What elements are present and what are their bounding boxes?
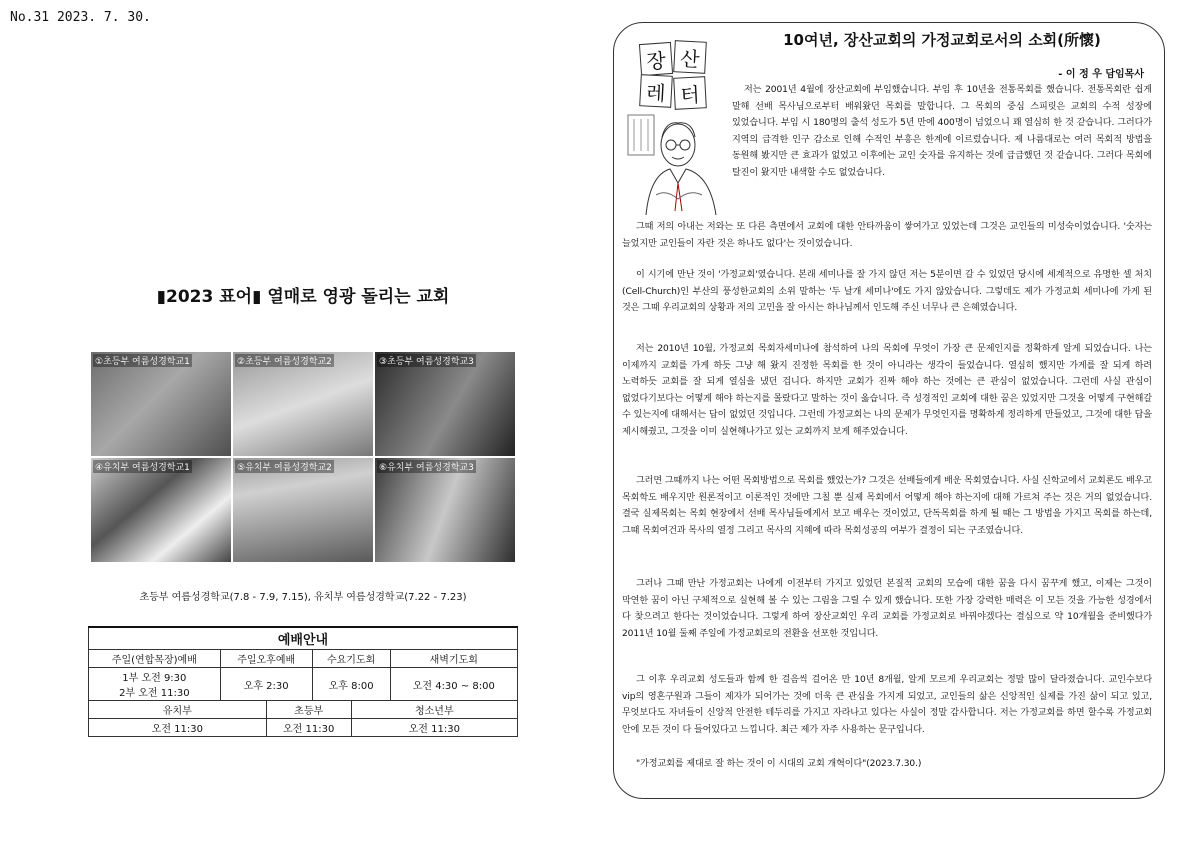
service-time: 오후 2:30 — [220, 668, 312, 701]
photo-1 — [91, 352, 231, 456]
dept-time: 오전 11:30 — [89, 719, 267, 737]
photo-label: ①초등부 여름성경학교1 — [93, 354, 192, 367]
service-time: 오후 8:00 — [312, 668, 390, 701]
letter-paragraph: 저는 2001년 4월에 장산교회에 부임했습니다. 부임 후 10년을 전통목회를 했습니다. 전통목회란 쉽게 말해 선배 목사님으로부터 배워왔던 목회를 말합니다. 그 목회의 중심 스피릿은 교회의 수적 성장에 있었습니다. 부임 시 180명의 출석 성도가 5년 만에 400명이 넘었으니 꽤 열심히 한 것 같습니다. 그러다가 지역의 급격한 인구 감소로 인해 수적인 부흥은 한계에 이르렀습니다. 제 나름대로는 여러 목회적 방법을 동원해 봤지만 큰 효과가 없었고 이후에는 교인 숫자를 유지하는 것에 급급했던 것 같습니다. 그러다 목회에 탈진이 왔지만 내색할 수도 없었습니다. — [732, 85, 1152, 178]
letter-paragraph: 저는 2010년 10월, 가정교회 목회자세미나에 참석하여 나의 목회에 무엇이 가장 큰 문제인지를 정확하게 알게 되었습니다. 나는 이제까지 교회를 가게 하듯 그냥 해 왔지 진정한 목회를 한 것이 아니라는 생각이 들었습니다. 열심히 했지만 가게를 잘 되게 하려 노력하듯 교회를 잘 되게 열심을 냈던 겁니다. 하지만 교회가 진짜 해야 하는 것에는 큰 관심이 없었습니다. 그런데 사실 관심이 없었다기보다는 어떻게 해야 하는지를 몰랐다고 말하는 것이 옳습니다. 즉 성경적인 교회에 대한 꿈은 있었지만 그것을 어떻게 구현해갈 수 있는지에 대해서는 답이 없었던 것입니다. 그런데 가정교회는 나의 문제가 무엇인지를 명확하게 정리하게 만들었고, 그것에 대한 답을 제시해줬고, 그것을 이미 실현해나가고 있는 교회까지 보게 해주었습니다. — [622, 344, 1152, 437]
title-badge: 산 — [673, 40, 707, 74]
photo-label: ⑤유치부 여름성경학교2 — [235, 460, 334, 473]
service-header: 새벽기도회 — [390, 650, 517, 668]
service-time-line: 2부 오전 11:30 — [119, 688, 190, 699]
dept-header: 유치부 — [89, 701, 267, 719]
issue-date: No.31 2023. 7. 30. — [10, 10, 151, 25]
dept-header: 청소년부 — [351, 701, 517, 719]
service-table-title: 예배안내 — [89, 627, 518, 650]
letter-paragraph: 그때 저의 아내는 저와는 또 다른 측면에서 교회에 대한 안타까움이 쌓여가고 있었는데 그것은 교인들의 미성숙이었습니다. '숫자는 늘었지만 교인들이 자란 것은 하나도 없다'는 것이었습니다. — [622, 222, 1152, 249]
photo-4 — [91, 458, 231, 562]
dept-time: 오전 11:30 — [351, 719, 517, 737]
photo-6 — [375, 458, 515, 562]
photo-label: ⑥유치부 여름성경학교3 — [377, 460, 476, 473]
pastor-letter-panel — [613, 22, 1165, 799]
letter-paragraph: 이 시기에 만난 것이 '가정교회'였습니다. 본래 세미나를 잘 가지 않던 저는 5분이면 갈 수 있었던 당시에 세계적으로 유명한 셀 처치(Cell-Church)인 부산의 풍성한교회의 소위 말하는 '두 날개 세미나'에도 가지 않았습니다. 그렇데도 제가 가정교회 세미나에 가게 된 것은 그때 우리교회의 상황과 저의 고민을 잘 아시는 하나님께서 인도해 주신 너무나 큰 은혜였습니다. — [622, 270, 1152, 314]
title-badge: 장 — [639, 42, 673, 76]
service-header: 수요기도회 — [312, 650, 390, 668]
letter-paragraph: 그러면 그때까지 나는 어떤 목회방법으로 목회를 했었는가? 그것은 선배들에게 배운 목회였습니다. 사실 신학교에서 교회론도 배우고 목회학도 배우지만 원론적이고 이론적인 것에만 그칠 뿐 실제 목회에서 어떻게 해야 하는지에 대해 가르쳐 주는 것은 거의 없었습니다. 결국 실제목회는 목회 현장에서 선배 목사님들에게서 보고 배우는 것이었고, 단독목회를 하게 될 때는 그 방법을 가지고 목회를 하는데, 그때 목회여건과 목사의 열정 그리고 목사의 지혜에 따라 목회성공의 여부가 결정이 되는 구조였습니다. — [622, 476, 1152, 536]
photo-label: ②초등부 여름성경학교2 — [235, 354, 334, 367]
service-schedule-table — [88, 626, 518, 737]
service-time-line: 1부 오전 9:30 — [122, 673, 187, 684]
letter-closing-quote: "가정교회를 제대로 잘 하는 것이 이 시대의 교회 개혁이다"(2023.7.30.) — [636, 759, 922, 769]
photo-2 — [233, 352, 373, 456]
photo-label: ③초등부 여름성경학교3 — [377, 354, 476, 367]
photo-label: ④유치부 여름성경학교1 — [93, 460, 192, 473]
photo-grid — [91, 352, 515, 562]
service-header: 주일(연합목장)예배 — [89, 650, 221, 668]
service-time — [89, 668, 221, 701]
photo-3 — [375, 352, 515, 456]
title-badge: 터 — [673, 76, 707, 110]
service-header: 주일오후예배 — [220, 650, 312, 668]
letter-author: - 이 정 우 담임목사 — [1058, 69, 1144, 80]
pastor-sketch-illustration — [626, 111, 726, 217]
dept-header: 초등부 — [266, 701, 351, 719]
title-badge: 레 — [639, 74, 673, 108]
letter-paragraph: 그러나 그때 만난 가정교회는 나에게 이전부터 가지고 있었던 본질적 교회의 모습에 대한 꿈을 다시 꿈꾸게 했고, 이제는 그것이 막연한 꿈이 아닌 구체적으로 실현해 볼 수 있는 그림을 그릴 수 있게 했습니다. 또한 가장 강력한 매력은 이 모든 것을 가능한 성경에서 다 찾으려고 한다는 것이었습니다. 그렇게 하여 장산교회인 우리 교회를 가정교회로 바꿔야겠다는 결심으로 약 10개월을 준비했다가 2011년 10월 둘째 주일에 가정교회로의 전환을 선포한 것입니다. — [622, 579, 1152, 639]
letter-title: 10여년, 장산교회의 가정교회로서의 소회(所懷) — [783, 31, 1101, 49]
letter-paragraph: 그 이후 우리교회 성도들과 함께 한 걸음씩 걸어온 만 10년 8개월, 알게 모르게 우리교회는 정말 많이 달라졌습니다. 교인수보다 vip의 영혼구원과 그들이 제자가 되어가는 것에 더욱 큰 관심을 가지게 되었고, 교인들의 삶은 신앙적인 실제를 가진 삶이 되고 있고, 무엇보다도 자녀들이 신앙적 안전한 테두리를 가지고 자라나고 있다는 사실이 정말 감사합니다. 저는 가정교회를 하면 할수록 가정교회 안에 모든 것이 다 들어있다고 느낍니다. 최근 제가 자주 사용하는 문구입니다. — [622, 675, 1152, 735]
photo-caption: 초등부 여름성경학교(7.8 - 7.9, 7.15), 유치부 여름성경학교(7.22 - 7.23) — [139, 592, 467, 603]
yearly-motto: ▮2023 표어▮ 열매로 영광 돌리는 교회 — [156, 287, 450, 307]
service-time: 오전 4:30 ~ 8:00 — [390, 668, 517, 701]
dept-time: 오전 11:30 — [266, 719, 351, 737]
photo-5 — [233, 458, 373, 562]
